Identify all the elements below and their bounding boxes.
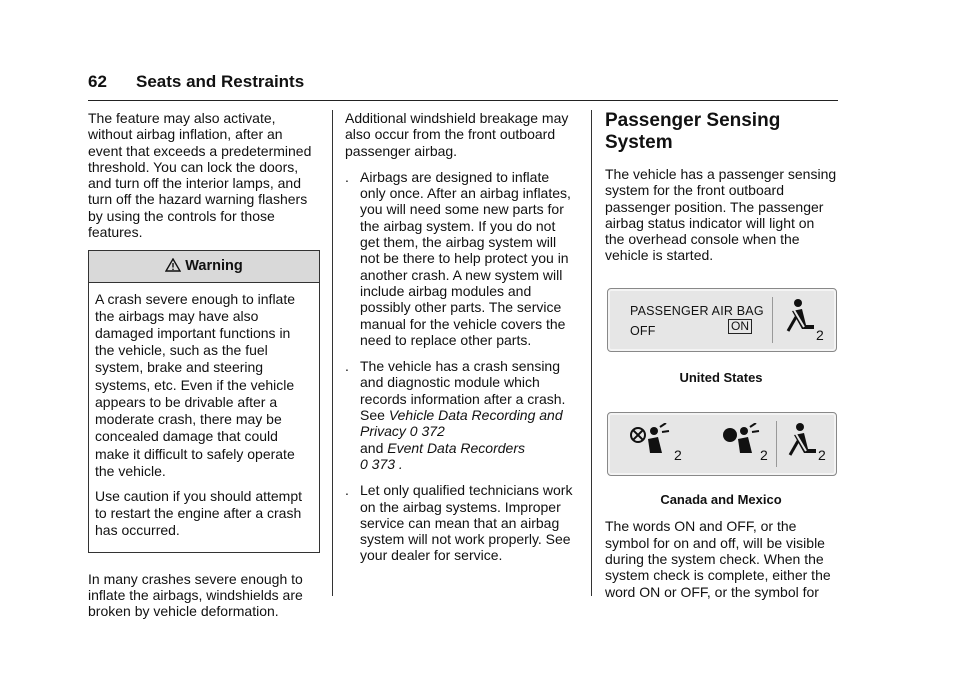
off-label: OFF	[630, 323, 656, 338]
bullet-list	[345, 169, 577, 564]
intro-paragraph: Additional windshield breakage may also occur from the front outboard passenger airbag.	[345, 110, 569, 159]
bullet-marker: .	[345, 482, 349, 499]
warning-paragraph: Use caution if you should attempt to restart the engine after a crash has occurred.	[95, 487, 303, 539]
panel-separator	[772, 297, 773, 343]
warning-box	[88, 250, 320, 552]
bullet-text: Airbags are designed to inflate only once. After an airbag inflates, you will need some new parts for the airbag system. If you do not get them, the airbag system will not be there to help protect you in another crash. A new system will include airbag modules and possibly other parts. The service manual for the vehicle covers the need to replace other parts.	[360, 168, 571, 348]
panel-separator	[776, 421, 777, 467]
ca-indicator-panel	[607, 412, 837, 476]
column-middle	[345, 110, 577, 574]
intro-paragraph: The feature may also activate, without airbag inflation, after an event that exceeds a predetermined threshold. You can lock the doors, and turn off the interior lamps, and turn off the hazard warning flashers by using the controls for those features.	[88, 110, 312, 241]
column-left	[88, 110, 320, 629]
bullet-marker: .	[345, 168, 349, 185]
bullet-text: Let only qualified technicians work on the airbag systems. Improper service can mean that an airbag system will not work properly. See your dealer for service.	[360, 482, 573, 564]
seat-number: 2	[674, 447, 682, 464]
airbag-on-icon	[720, 423, 760, 463]
intro-paragraph: The vehicle has a passenger sensing system for the front outboard passenger position. The passenger airbag status indicator will light on the overhead console when the vehicle is started.	[605, 166, 837, 264]
seat-number: 2	[818, 447, 826, 464]
caption-canada-mexico: Canada and Mexico	[660, 492, 782, 508]
list-item	[345, 358, 577, 472]
warning-title: Warning	[185, 258, 243, 275]
warning-header	[89, 251, 319, 282]
list-item	[345, 482, 577, 563]
warning-body	[89, 283, 319, 552]
section-heading: Passenger Sensing System	[605, 110, 781, 153]
xref-link[interactable]: Vehicle Data Recording and Privacy	[360, 407, 563, 440]
seat-number: 2	[816, 326, 824, 343]
airbag-off-icon	[628, 423, 672, 463]
column-divider	[591, 110, 592, 596]
section-title: Seats and Restraints	[136, 72, 305, 91]
us-indicator-panel	[607, 288, 837, 352]
outro-paragraph: In many crashes severe enough to inflate the airbags, windshields are broken by vehicle deformation.	[88, 570, 303, 620]
column-right	[605, 110, 837, 610]
warning-paragraph: A crash severe enough to inflate the airbags may have also damaged important functions in the vehicle, such as the fuel system, brake and steering systems, etc. Even if the vehicle appears to be drivable after a moderate crash, there may be concealed damage that could make it difficult to safely operate the vehicle.	[95, 290, 296, 479]
bullet-text: The vehicle has a crash sensing and diagnostic module which records information after a crash. See	[360, 358, 566, 424]
passenger-airbag-label: PASSENGER AIR BAG	[630, 303, 764, 318]
page-number: 62	[88, 72, 107, 91]
page-reference[interactable]: 0 372	[409, 423, 445, 440]
seat-number: 2	[760, 447, 768, 464]
xref-link[interactable]: Event Data Recorders	[387, 439, 525, 456]
outro-paragraph: The words ON and OFF, or the symbol for on and off, will be visible during the system check. When the system check is complete, either the word ON or OFF, or the symbol for	[605, 518, 831, 600]
on-label: ON	[728, 319, 752, 334]
warning-triangle-icon	[165, 258, 181, 272]
conjunction: and	[360, 439, 384, 456]
column-divider	[332, 110, 333, 596]
caption-us: United States	[679, 369, 763, 385]
bullet-marker: .	[345, 358, 349, 375]
list-item	[345, 169, 577, 348]
page-reference[interactable]: 0 373 .	[360, 455, 403, 472]
page-header	[88, 68, 838, 101]
